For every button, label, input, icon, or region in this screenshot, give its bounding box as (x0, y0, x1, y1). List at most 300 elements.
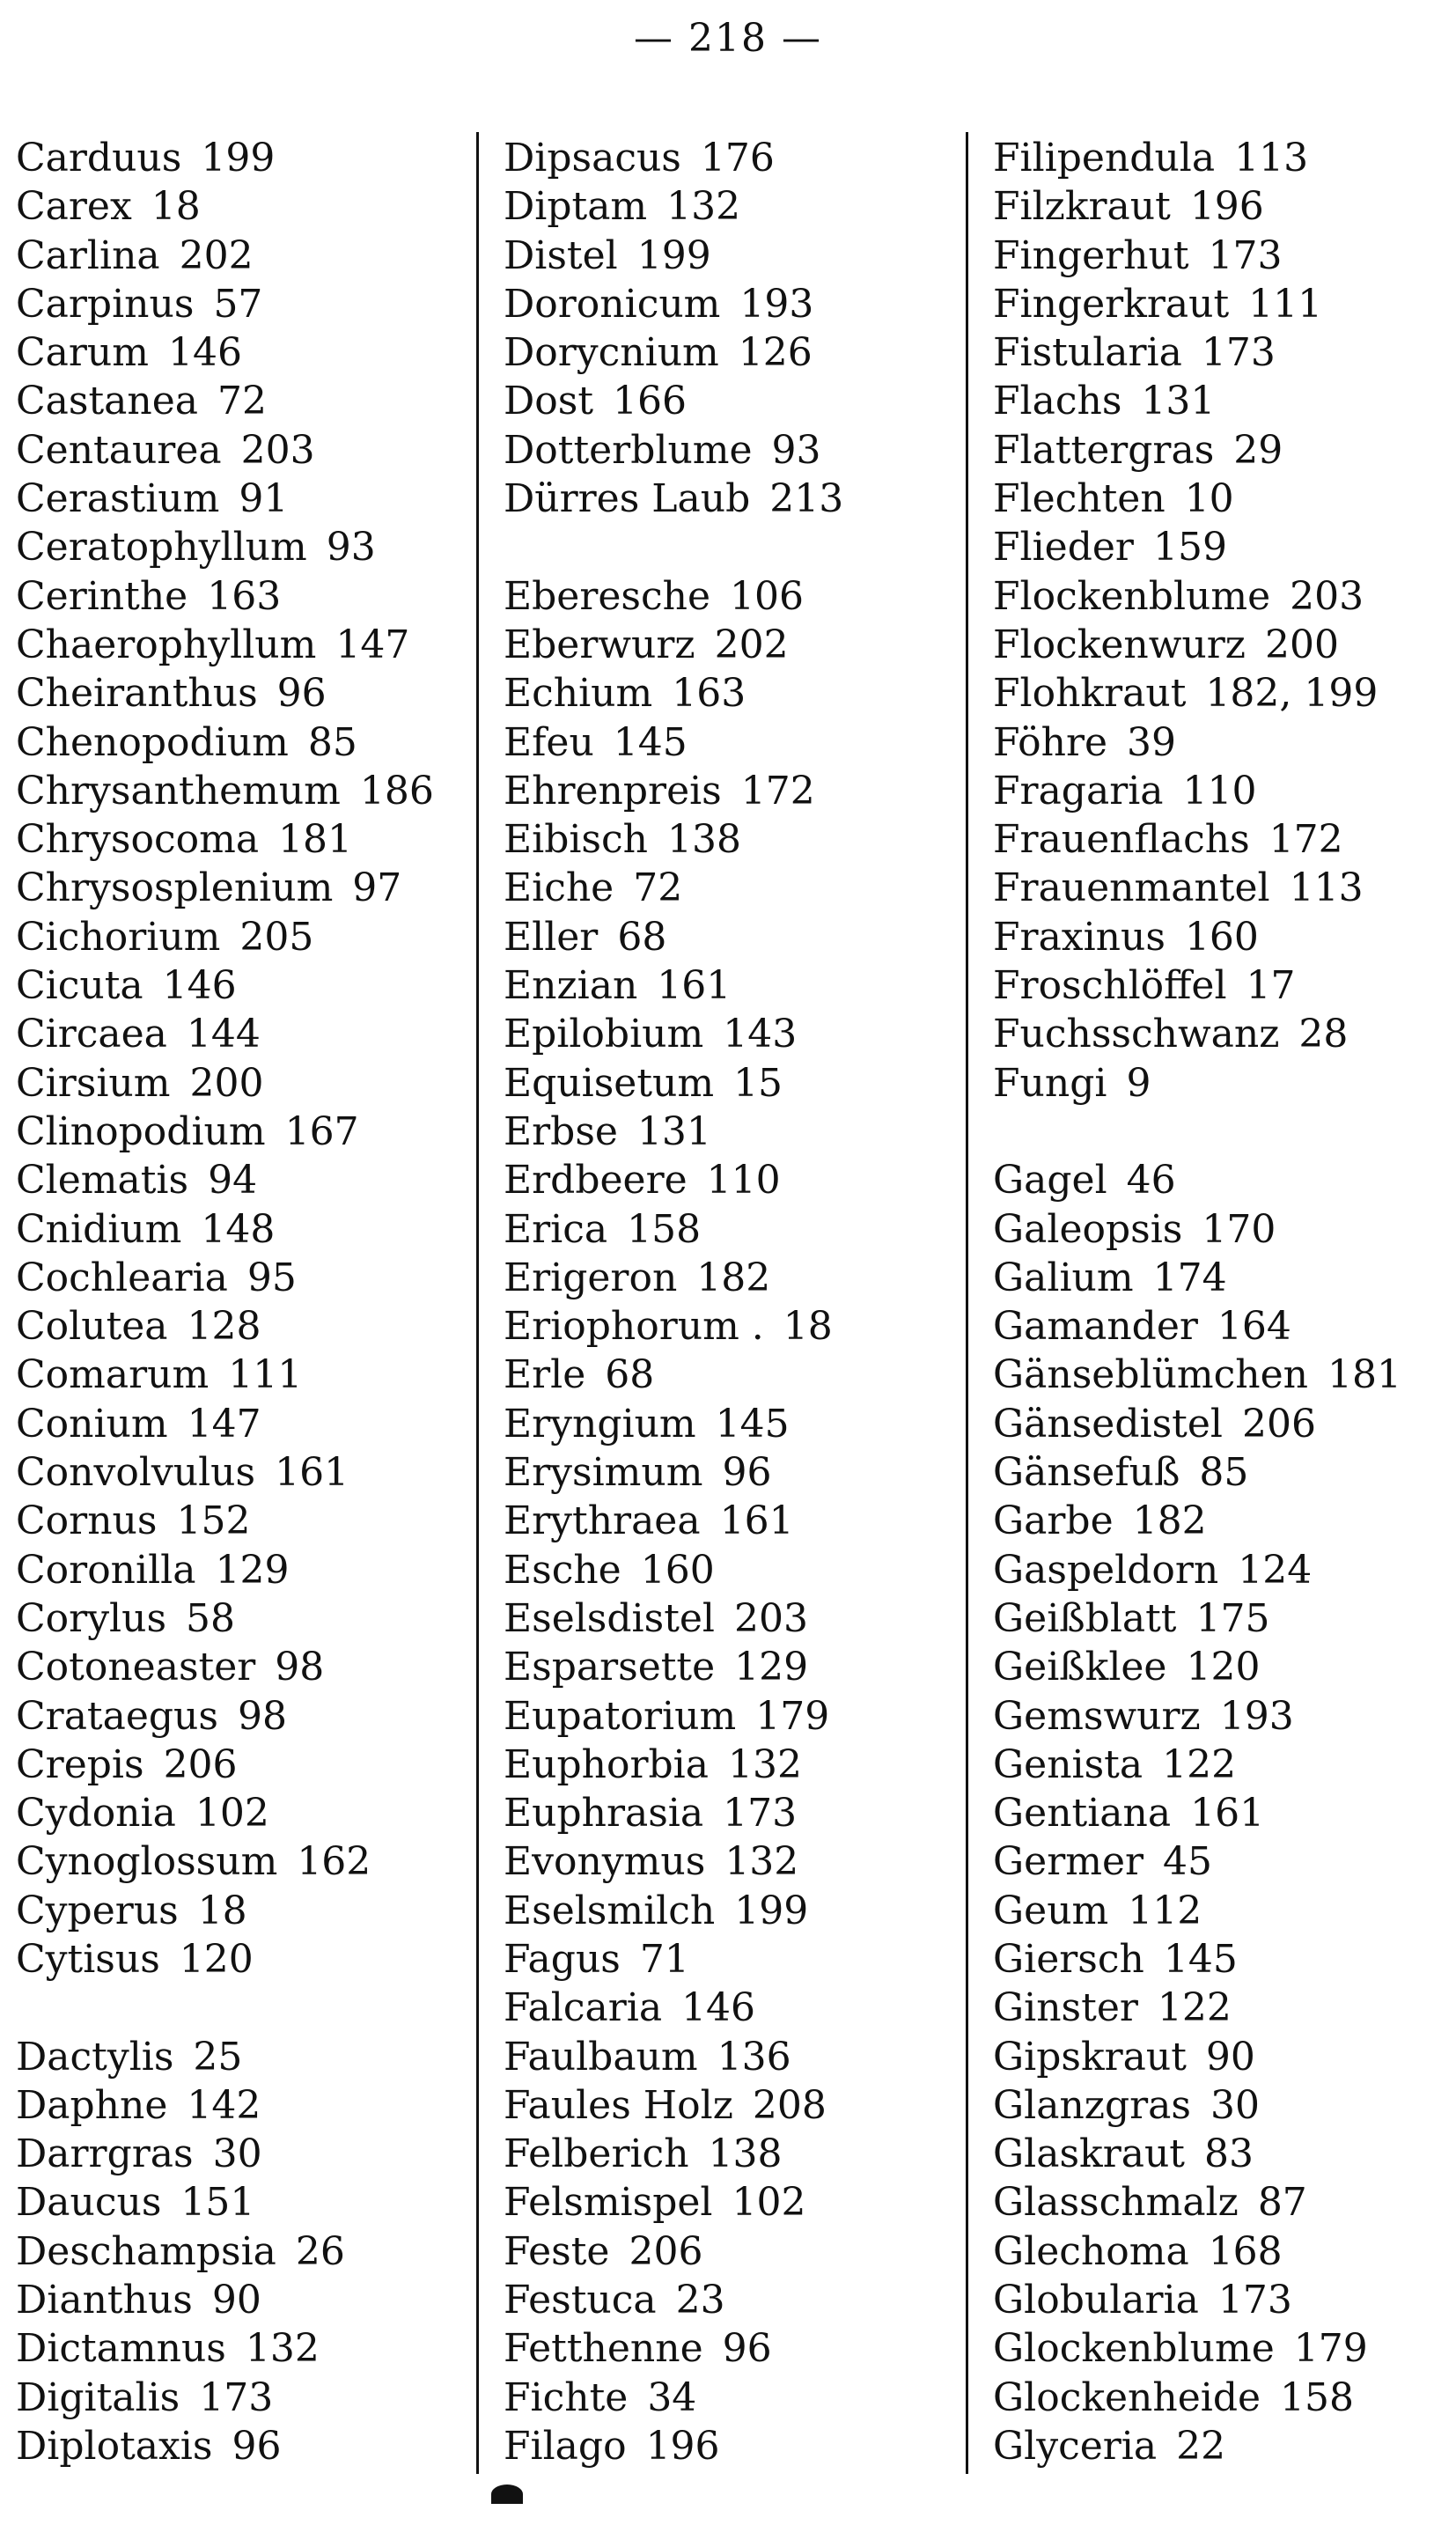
index-term: Chaerophyllum (16, 622, 317, 667)
index-term: Flattergras (993, 427, 1215, 473)
index-page-ref: 143 (723, 1012, 798, 1057)
index-page-ref: 148 (201, 1206, 276, 1252)
index-page-ref: 102 (732, 2180, 806, 2226)
index-entry (993, 1059, 1456, 1108)
index-term: Felberich (504, 2131, 689, 2177)
index-entry (504, 475, 979, 523)
index-page-ref: 205 (239, 914, 314, 960)
index-page-ref: 96 (722, 1450, 772, 1496)
index-page-ref: 161 (657, 963, 732, 1009)
index-entry (504, 1205, 979, 1254)
index-entry (993, 1108, 1456, 1156)
index-term: Dürres Laub (504, 476, 751, 522)
index-entry (504, 1935, 979, 1984)
index-term: Fagus (504, 1936, 621, 1982)
index-term: Conium (16, 1401, 168, 1447)
index-entry (504, 2227, 979, 2276)
index-entry (504, 1059, 979, 1108)
index-term: Eibisch (504, 817, 648, 863)
index-term: Gänsefuß (993, 1450, 1180, 1496)
index-page-ref: 203 (240, 427, 315, 473)
index-term: Clematis (16, 1158, 189, 1204)
index-term: Ginster (993, 1985, 1138, 2031)
index-term: Eupatorium (504, 1693, 737, 1739)
index-entry (16, 767, 491, 815)
index-term: Cichorium (16, 914, 221, 960)
index-page-ref: 110 (706, 1158, 781, 1204)
index-term: Dotterblume (504, 427, 753, 473)
index-entry (993, 767, 1456, 815)
index-term: Erica (504, 1206, 608, 1252)
index-page-ref: 147 (187, 1401, 261, 1447)
index-entry (504, 2422, 979, 2470)
index-page-ref: 93 (326, 525, 376, 571)
index-page-ref: 161 (719, 1498, 794, 1544)
index-page-ref: 203 (734, 1595, 808, 1641)
index-page-ref: 30 (212, 2131, 262, 2177)
index-entry (993, 426, 1456, 475)
index-term: Giersch (993, 1936, 1144, 1982)
index-entry (993, 2130, 1456, 2178)
footer-mark (491, 2485, 523, 2504)
index-entry (504, 134, 979, 182)
index-term: Chrysanthemum (16, 768, 341, 813)
index-page-ref: 159 (1152, 525, 1227, 571)
index-page-ref: 132 (724, 1839, 799, 1885)
index-page-ref: 196 (645, 2423, 720, 2469)
index-term: Eiche (504, 865, 614, 911)
index-term: Erysimum (504, 1450, 703, 1496)
index-entry (16, 280, 491, 328)
index-page-ref: 196 (1189, 184, 1264, 230)
index-term: Cheiranthus (16, 671, 258, 717)
index-entry (993, 1156, 1456, 1204)
index-page-ref: 173 (1208, 232, 1283, 278)
index-term: Glechoma (993, 2228, 1189, 2274)
index-entry (16, 1887, 491, 1935)
index-term: Erigeron (504, 1255, 678, 1300)
index-term: Cytisus (16, 1936, 160, 1982)
index-term: Froschlöffel (993, 963, 1227, 1009)
index-entry (504, 621, 979, 669)
index-entry (504, 182, 979, 231)
index-entry (16, 1594, 491, 1643)
index-entry (993, 1546, 1456, 1594)
index-page-ref: 181 (1327, 1352, 1401, 1398)
index-page-ref: 131 (1141, 379, 1216, 424)
index-entry (993, 377, 1456, 425)
index-page-ref: 93 (771, 427, 821, 473)
index-term: Echium (504, 671, 653, 717)
index-entry (504, 2324, 979, 2373)
index-term: Gentiana (993, 1791, 1172, 1837)
index-page-ref: 170 (1202, 1206, 1276, 1252)
index-term: Eberesche (504, 573, 710, 619)
index-term: Eller (504, 914, 599, 960)
index-term: Chenopodium (16, 719, 289, 765)
index-entry (16, 1351, 491, 1399)
index-entry (16, 1448, 491, 1497)
index-term: Eryngium (504, 1401, 696, 1447)
index-page-ref: 206 (629, 2228, 703, 2274)
index-term: Germer (993, 1839, 1144, 1885)
index-page-ref: 122 (1162, 1741, 1237, 1787)
index-term: Cydonia (16, 1791, 176, 1837)
index-entry (504, 767, 979, 815)
index-term: Cornus (16, 1498, 158, 1544)
index-column-3 (993, 134, 1456, 2470)
index-entry (993, 1643, 1456, 1691)
index-page-ref: 164 (1217, 1304, 1291, 1350)
index-entry (16, 1741, 491, 1789)
index-term: Gänsedistel (993, 1401, 1223, 1447)
index-entry (504, 1984, 979, 2032)
index-entry (504, 1108, 979, 1156)
index-term: Castanea (16, 379, 199, 424)
index-entry (16, 1400, 491, 1448)
index-page-ref: 200 (189, 1060, 264, 1106)
index-entry (16, 2276, 491, 2324)
index-page-ref: 113 (1289, 865, 1364, 911)
index-entry (16, 2033, 491, 2081)
index-entry (993, 2227, 1456, 2276)
index-entry (993, 621, 1456, 669)
index-term: Epilobium (504, 1012, 704, 1057)
index-page-ref: 102 (195, 1791, 269, 1837)
index-page-ref: 18 (197, 1888, 247, 1933)
index-entry (16, 1935, 491, 1984)
index-page-ref: 113 (1234, 136, 1309, 180)
index-entry (504, 328, 979, 377)
index-term: Dactylis (16, 2034, 174, 2080)
index-term: Deschampsia (16, 2228, 276, 2274)
index-term: Glaskraut (993, 2131, 1185, 2177)
index-term: Cicuta (16, 963, 143, 1009)
index-page-ref: 132 (727, 1741, 802, 1787)
index-entry (504, 2081, 979, 2130)
index-entry (993, 1302, 1456, 1351)
index-entry (504, 2033, 979, 2081)
index-term: Comarum (16, 1352, 210, 1398)
index-entry (16, 864, 491, 912)
index-entry (504, 1594, 979, 1643)
index-page-ref: 58 (186, 1595, 236, 1641)
index-entry (504, 669, 979, 718)
index-entry (993, 1594, 1456, 1643)
index-page-ref: 174 (1152, 1255, 1227, 1300)
index-term: Falcaria (504, 1985, 663, 2031)
index-term: Clinopodium (16, 1108, 266, 1154)
index-term: Daucus (16, 2180, 162, 2226)
index-term: Gagel (993, 1158, 1107, 1204)
index-entry (993, 1984, 1456, 2032)
index-entry (16, 2374, 491, 2422)
index-entry (16, 1254, 491, 1302)
index-term: Geum (993, 1888, 1109, 1933)
index-term: Dost (504, 379, 594, 424)
index-page-ref: 124 (1238, 1547, 1313, 1593)
index-page-ref: 111 (1248, 281, 1323, 327)
index-term: Cotoneaster (16, 1645, 256, 1690)
index-column-2 (504, 134, 979, 2470)
index-entry (504, 1887, 979, 1935)
index-page-ref: 131 (636, 1108, 711, 1154)
index-term: Daphne (16, 2082, 168, 2128)
index-page-ref: 132 (245, 2326, 320, 2372)
index-page-ref: 132 (666, 184, 741, 230)
index-entry (504, 2178, 979, 2227)
index-entry (993, 2374, 1456, 2422)
index-entry (993, 864, 1456, 912)
index-page-ref: 179 (755, 1693, 830, 1739)
index-entry (16, 1108, 491, 1156)
index-term: Feste (504, 2228, 610, 2274)
index-entry (504, 1351, 979, 1399)
index-column-1 (16, 134, 491, 2470)
index-entry (993, 1351, 1456, 1399)
index-entry (16, 2227, 491, 2276)
index-term: Eriophorum . (504, 1304, 764, 1350)
index-page-ref: 129 (734, 1645, 809, 1690)
index-entry (993, 328, 1456, 377)
index-entry (993, 961, 1456, 1010)
index-entry (16, 1789, 491, 1837)
index-page-ref: 163 (672, 671, 746, 717)
index-term: Fingerhut (993, 232, 1189, 278)
index-entry (16, 1643, 491, 1691)
index-page-ref: 158 (1280, 2374, 1355, 2420)
index-term: Flockenblume (993, 573, 1271, 619)
index-page-ref: 90 (1205, 2034, 1255, 2080)
index-term: Dorycnium (504, 330, 719, 376)
index-term: Coronilla (16, 1547, 196, 1593)
index-page-ref: 172 (1268, 817, 1343, 863)
index-page-ref: 181 (278, 817, 353, 863)
index-entry (16, 718, 491, 767)
index-page-ref: 168 (1208, 2228, 1283, 2274)
index-entry (504, 280, 979, 328)
index-term: Ehrenpreis (504, 768, 722, 813)
index-term: Filzkraut (993, 184, 1171, 230)
index-entry (16, 1546, 491, 1594)
index-term: Cynoglossum (16, 1839, 278, 1885)
index-page-ref: 175 (1195, 1595, 1270, 1641)
index-page-ref: 98 (237, 1693, 287, 1739)
index-page-ref: 106 (730, 573, 804, 619)
index-page-ref: 160 (1184, 914, 1259, 960)
index-entry (993, 815, 1456, 864)
index-page-ref: 167 (284, 1108, 359, 1154)
index-page-ref: 199 (201, 136, 276, 180)
index-entry (993, 182, 1456, 231)
index-entry (993, 1010, 1456, 1058)
index-entry (16, 1692, 491, 1741)
index-page-ref: 17 (1246, 963, 1296, 1009)
index-entry (993, 1887, 1456, 1935)
index-page-ref: 206 (1241, 1401, 1316, 1447)
index-page-ref: 29 (1233, 427, 1283, 473)
index-term: Circaea (16, 1012, 167, 1057)
index-page-ref: 83 (1203, 2131, 1254, 2177)
index-page-ref: 162 (297, 1839, 371, 1885)
index-entry (16, 1302, 491, 1351)
index-entry (16, 134, 491, 182)
index-page-ref: 146 (162, 963, 237, 1009)
index-term: Euphorbia (504, 1741, 709, 1787)
index-entry (16, 1156, 491, 1204)
index-term: Glockenblume (993, 2326, 1275, 2372)
index-term: Darrgras (16, 2131, 194, 2177)
index-term: Felsmispel (504, 2180, 713, 2226)
index-entry (504, 1302, 979, 1351)
index-term: Flieder (993, 525, 1134, 571)
index-page-ref: 96 (722, 2326, 772, 2372)
index-page-ref: 179 (1293, 2326, 1368, 2372)
index-page-ref: 199 (636, 232, 711, 278)
index-entry (993, 669, 1456, 718)
index-term: Eselsmilch (504, 1888, 716, 1933)
index-page-ref: 25 (193, 2034, 243, 2080)
index-entry (16, 1059, 491, 1108)
index-term: Diptam (504, 184, 648, 230)
index-page-ref: 193 (739, 281, 814, 327)
index-term: Glyceria (993, 2423, 1158, 2469)
index-page-ref: 111 (228, 1352, 303, 1398)
index-term: Chrysosplenium (16, 865, 334, 911)
index-term: Cnidium (16, 1206, 182, 1252)
index-term: Cochlearia (16, 1255, 228, 1300)
index-term: Festuca (504, 2278, 657, 2323)
index-entry (16, 1837, 491, 1886)
index-term: Flechten (993, 476, 1166, 522)
index-term: Carpinus (16, 281, 195, 327)
index-page-ref: 166 (613, 379, 688, 424)
index-entry (993, 1448, 1456, 1497)
index-entry (16, 2422, 491, 2470)
index-page-ref: 163 (207, 573, 282, 619)
index-term: Glasschmalz (993, 2180, 1239, 2226)
index-page-ref: 10 (1184, 476, 1234, 522)
index-term: Glockenheide (993, 2374, 1261, 2420)
index-page-ref: 120 (1186, 1645, 1261, 1690)
index-entry (993, 2422, 1456, 2470)
index-entry (993, 280, 1456, 328)
index-term: Convolvulus (16, 1450, 256, 1496)
index-term: Evonymus (504, 1839, 706, 1885)
index-page-ref: 15 (733, 1060, 783, 1106)
index-entry (993, 2033, 1456, 2081)
index-page-ref: 193 (1219, 1693, 1294, 1739)
index-term: Corylus (16, 1595, 167, 1641)
index-term: Glanzgras (993, 2082, 1191, 2128)
index-page-ref: 96 (232, 2423, 282, 2469)
index-term: Fingerkraut (993, 281, 1230, 327)
index-term: Fuchsschwanz (993, 1012, 1280, 1057)
index-term: Flohkraut (993, 671, 1187, 717)
index-entry (504, 1789, 979, 1837)
index-entry (993, 718, 1456, 767)
index-page-ref: 145 (613, 719, 688, 765)
index-entry (16, 1497, 491, 1545)
index-page-ref: 161 (1190, 1791, 1265, 1837)
index-entry (16, 475, 491, 523)
index-term: Erbse (504, 1108, 618, 1154)
index-page-ref: 182 (696, 1255, 771, 1300)
index-page-ref: 151 (180, 2180, 255, 2226)
index-term: Chrysocoma (16, 817, 260, 863)
index-term: Fraxinus (993, 914, 1166, 960)
index-page-ref: 172 (740, 768, 815, 813)
index-term: Cirsium (16, 1060, 171, 1106)
index-term: Dipsacus (504, 136, 681, 180)
index-term: Genista (993, 1741, 1143, 1787)
index-term: Fetthenne (504, 2326, 703, 2372)
index-entry (504, 961, 979, 1010)
index-term: Distel (504, 232, 618, 278)
index-page-ref: 136 (717, 2034, 791, 2080)
index-page-ref: 87 (1257, 2180, 1307, 2226)
index-entry (504, 377, 979, 425)
index-term: Dictamnus (16, 2326, 226, 2372)
index-term: Flockenwurz (993, 622, 1246, 667)
index-term: Cerinthe (16, 573, 188, 619)
index-entry (16, 1205, 491, 1254)
index-entry (16, 669, 491, 718)
index-entry (16, 572, 491, 621)
index-term: Gänseblümchen (993, 1352, 1308, 1398)
index-entry (504, 913, 979, 961)
index-term: Doronicum (504, 281, 721, 327)
index-page-ref: 122 (1157, 1985, 1232, 2031)
index-page-ref: 203 (1290, 573, 1364, 619)
index-entry (993, 1205, 1456, 1254)
index-term: Föhre (993, 719, 1108, 765)
index-term: Geißklee (993, 1645, 1167, 1690)
index-term: Garbe (993, 1498, 1114, 1544)
index-page-ref: 202 (714, 622, 789, 667)
index-page-ref: 45 (1163, 1839, 1213, 1885)
index-entry (993, 1789, 1456, 1837)
index-page-ref: 142 (187, 2082, 261, 2128)
index-entry (504, 1010, 979, 1058)
index-entry (993, 1400, 1456, 1448)
index-page-ref: 152 (176, 1498, 251, 1544)
index-entry (16, 1010, 491, 1058)
index-entry (504, 572, 979, 621)
index-term: Diplotaxis (16, 2423, 213, 2469)
index-term: Filipendula (993, 136, 1216, 180)
index-term: Gipskraut (993, 2034, 1187, 2080)
index-entry (16, 426, 491, 475)
index-page-ref: 138 (708, 2131, 783, 2177)
index-entry (504, 2130, 979, 2178)
index-page-ref: 98 (275, 1645, 325, 1690)
index-term: Fistularia (993, 330, 1182, 376)
index-entry (16, 523, 491, 571)
index-page-ref: 34 (647, 2374, 697, 2420)
index-page-ref: 147 (335, 622, 410, 667)
index-page-ref: 160 (640, 1547, 715, 1593)
index-entry (16, 182, 491, 231)
index-entry (993, 2324, 1456, 2373)
index-page-ref: 206 (163, 1741, 238, 1787)
index-entry (993, 913, 1456, 961)
index-page-ref: 39 (1127, 719, 1177, 765)
index-page-ref: 173 (1201, 330, 1276, 376)
index-page-ref: 145 (1163, 1936, 1238, 1982)
index-entry (16, 1984, 491, 2032)
index-entry (504, 232, 979, 280)
